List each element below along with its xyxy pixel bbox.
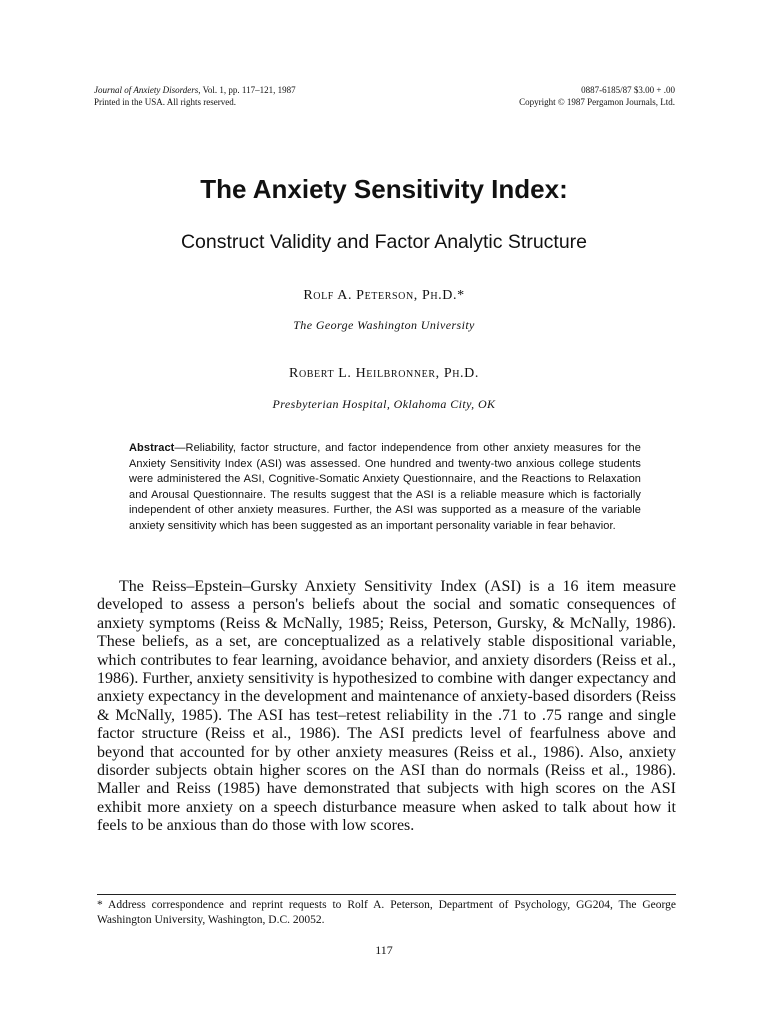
article-subtitle: Construct Validity and Factor Analytic Structure [180,231,588,253]
copyright-block [519,84,675,108]
issn-code: 0887-6185/87 $3.00 + .00 [581,85,675,95]
author-2-affiliation: Presbyterian Hospital, Oklahoma City, OK [272,397,496,411]
abstract-label: Abstract [129,442,175,454]
abstract [129,441,641,535]
journal-line [94,84,296,96]
abstract-text: —Reliability, factor structure, and factor independence from other anxiety measures for the Anxiety Sensitivity Index (ASI) was assessed. One hundred and twenty-two anxious college students were administered the ASI, Cognitive-Somatic Anxiety Questionnaire, and the Reactions to Relaxation and Arousal Questionnaire. The results suggest that the ASI is a reliable measure which is factorially independent of other anxiety measures. Further, the ASI was supported as a measure of the variable anxiety sensitivity which has been suggested as an important personality variable in fear behavior. [129,442,641,532]
footnote-divider [97,894,676,895]
journal-citation [94,84,296,108]
article-title: The Anxiety Sensitivity Index: [200,174,568,204]
footnote: * Address correspondence and reprint requests to Rolf A. Peterson, Department of Psychology, GG204, The George Washington University, Washington, D.C. 20052. [97,899,676,926]
copyright-notice: Copyright © 1987 Pergamon Journals, Ltd. [519,97,675,107]
page-number: 117 [375,943,393,957]
body-paragraph: The Reiss–Epstein–Gursky Anxiety Sensitivity Index (ASI) is a 16 item measure developed to assess a person's beliefs about the social and somatic consequences of anxiety symptoms (Reiss & McNally, 1985; Reiss, Peterson, Gursky, & McNally, 1986). These beliefs, as a set, are conceptualized as a relatively stable dispositional variable, which contributes to fear learning, avoidance behavior, and anxiety disorders (Reiss et al., 1986). Further, anxiety sensitivity is hypothesized to combine with danger expectancy and anxiety expectancy in the development and maintenance of anxiety-based disorders (Reiss & McNally, 1985). The ASI has test–retest reliability in the .71 to .75 range and single factor structure (Reiss et al., 1986). The ASI predicts level of fearfulness above and beyond that accounted for by other anxiety measures (Reiss et al., 1986). Also, anxiety disorder subjects obtain higher scores on the ASI than do normals (Reiss et al., 1986). Maller and Reiss (1985) have demonstrated that subjects with high scores on the ASI exhibit more anxiety on a speech disturbance measure when asked to talk about how it feels to be anxious than do those with low scores. [97,578,676,835]
author-1-name: Rolf A. Peterson, Ph.D.* [303,288,465,303]
printed-notice: Printed in the USA. All rights reserved. [94,97,236,107]
author-1-affiliation: The George Washington University [293,318,475,332]
journal-name: Journal of Anxiety Disorders [94,85,199,95]
author-2-name: Robert L. Heilbronner, Ph.D. [289,366,479,381]
journal-volume: , Vol. 1, pp. 117–121, 1987 [198,85,296,95]
